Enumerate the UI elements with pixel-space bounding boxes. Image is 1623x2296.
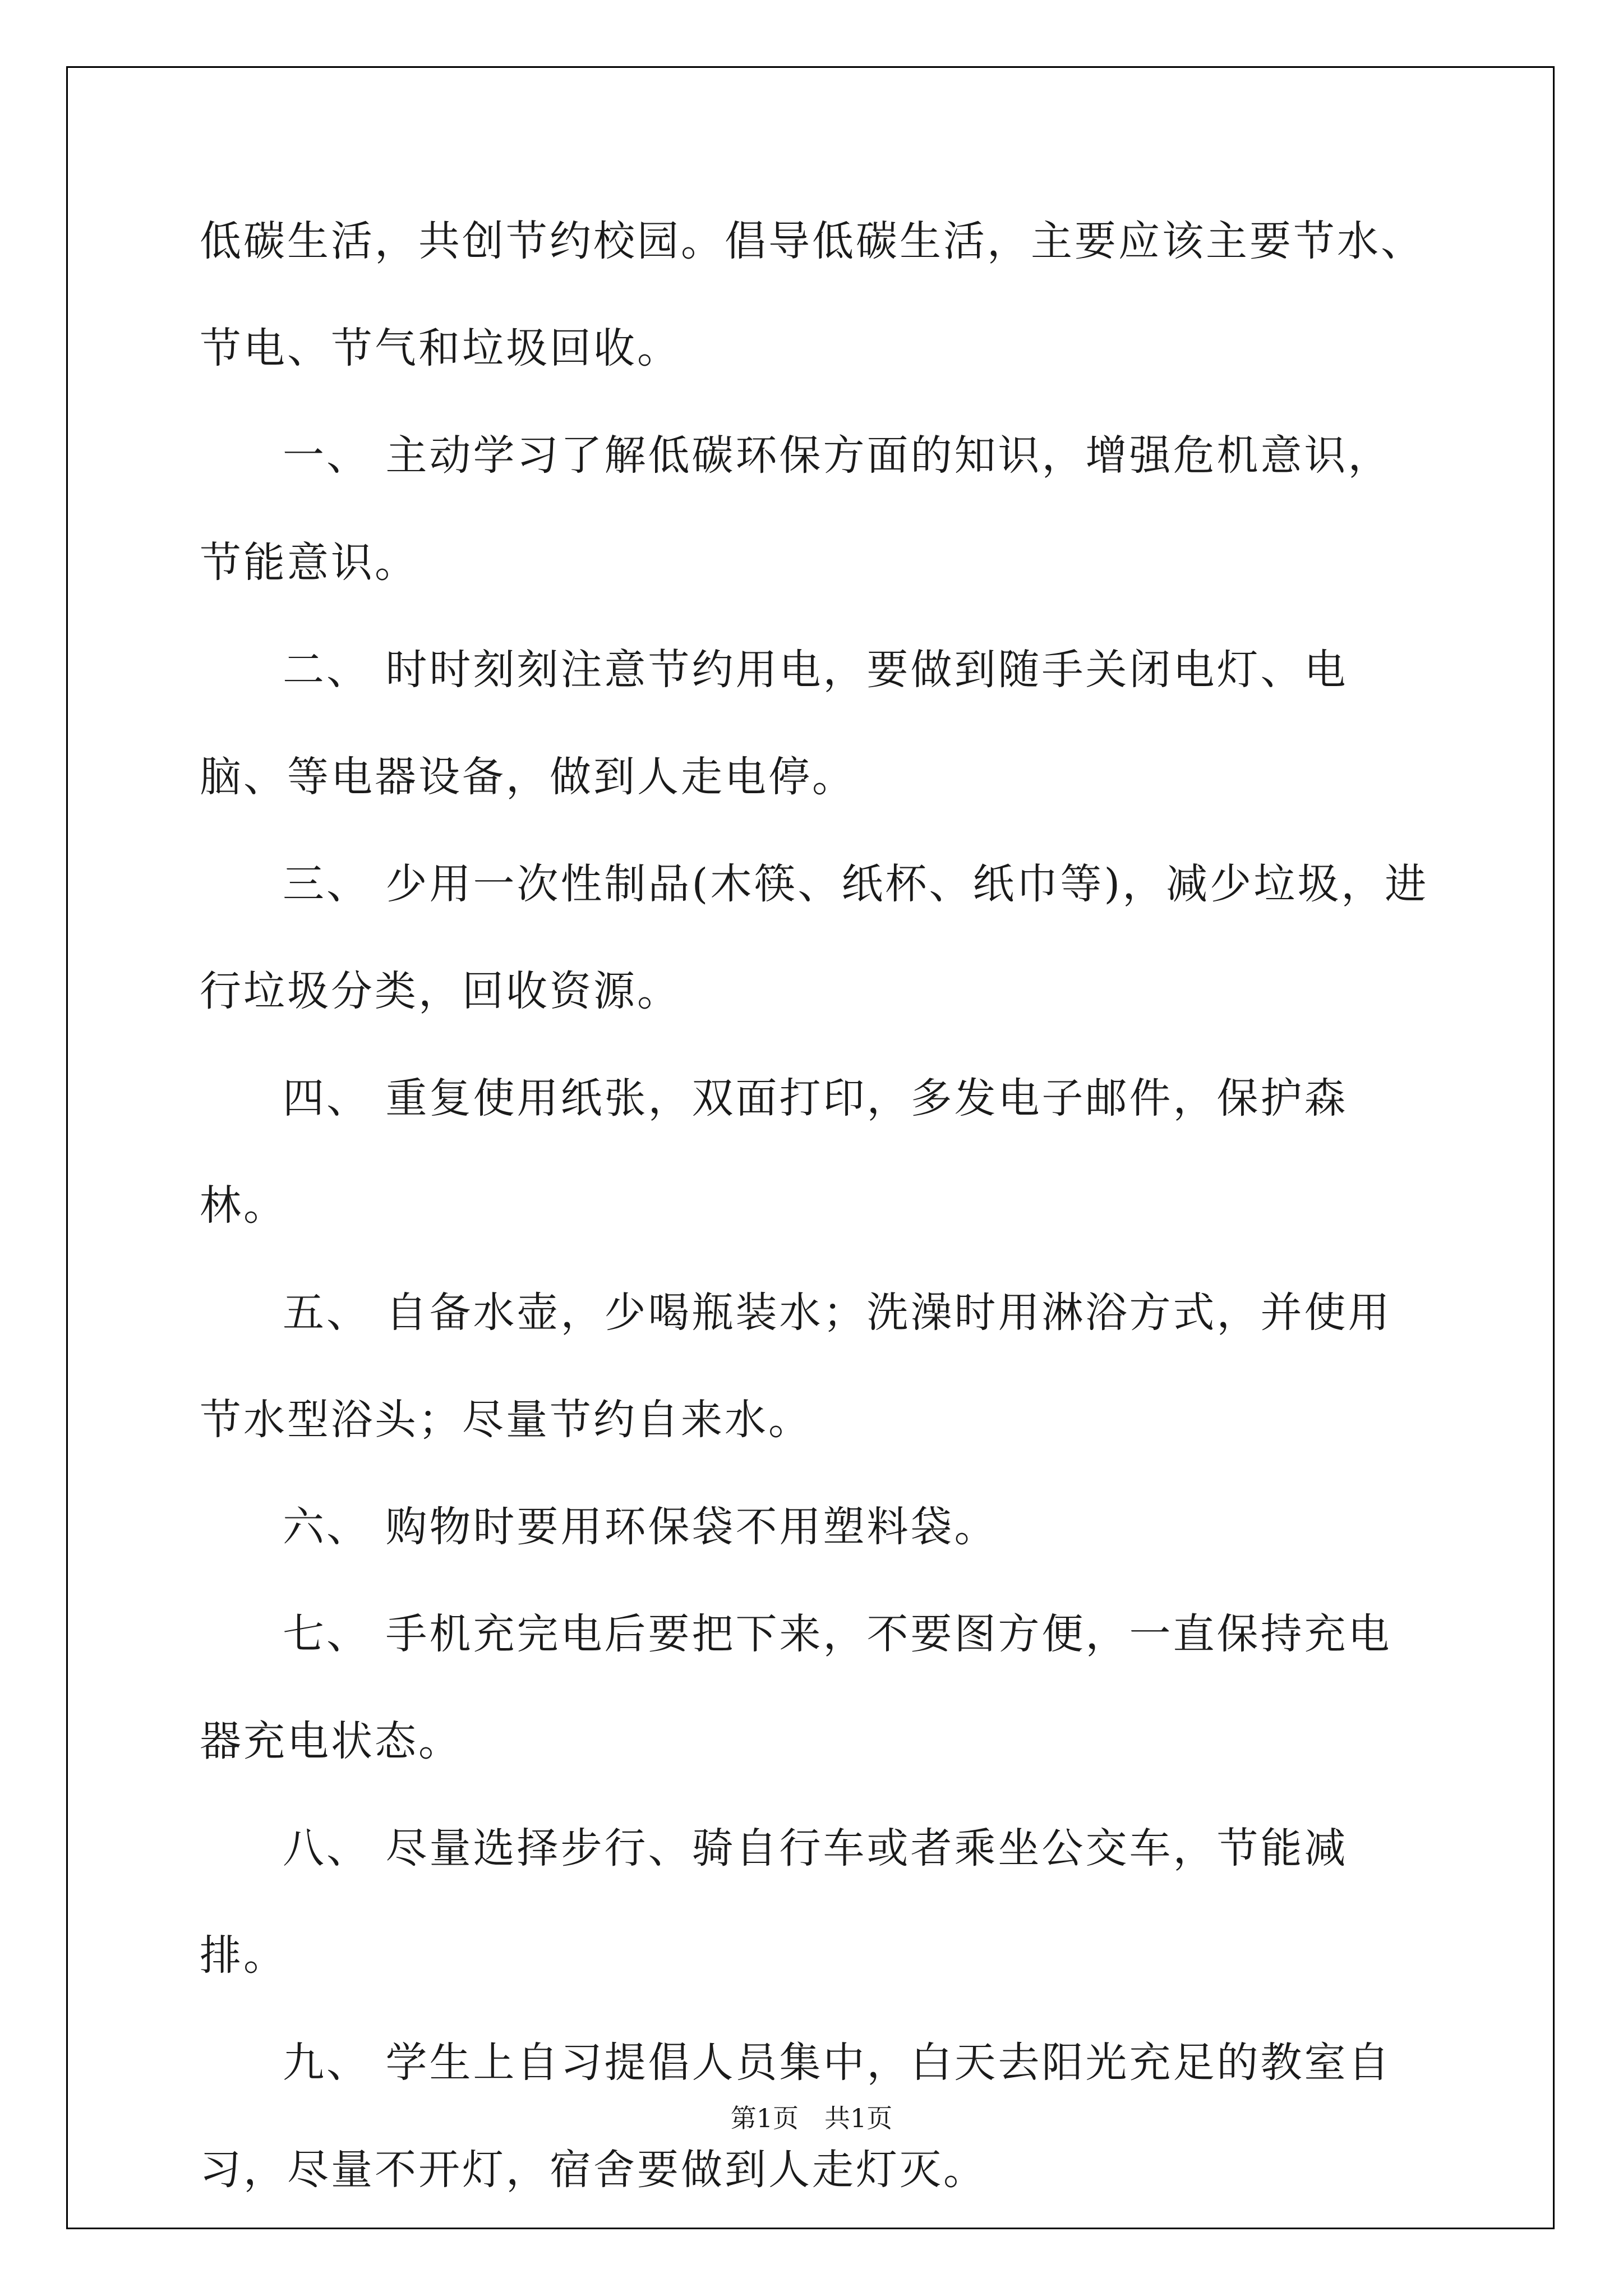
page-footer: 第1页 共1页	[730, 2103, 893, 2133]
list-item-3: 三、 少用一次性制品(木筷、纸杯、纸巾等)，减少垃圾，进行垃圾分类，回收资源。	[200, 860, 1429, 1015]
list-item-5: 五、 自备水壶，少喝瓶装水；洗澡时用淋浴方式，并使用节水型浴头；尽量节约自来水。	[200, 1289, 1392, 1444]
intro-paragraph: 低碳生活，共创节约校园。倡导低碳生活，主要应该主要节水、节电、节气和垃圾回收。	[200, 217, 1424, 372]
list-item-6: 六、 购物时要用环保袋不用塑料袋。	[283, 1503, 998, 1551]
list-item-1: 一、 主动学习了解低碳环保方面的知识，增强危机意识，节能意识。	[200, 431, 1392, 587]
document-body	[200, 188, 1433, 2224]
list-item-7: 七、 手机充完电后要把下来，不要图方便，一直保持充电器充电状态。	[200, 1610, 1392, 1765]
list-item-2: 二、 时时刻刻注意节约用电，要做到随手关闭电灯、电脑、等电器设备，做到人走电停。	[200, 646, 1348, 801]
list-item-8: 八、 尽量选择步行、骑自行车或者乘坐公交车，节能减排。	[200, 1824, 1348, 1980]
list-item-4: 四、 重复使用纸张，双面打印，多发电子邮件，保护森林。	[200, 1074, 1348, 1230]
list-item-9: 九、 学生上自习提倡人员集中，白天去阳光充足的教室自习，尽量不开灯，宿舍要做到人走灯灭。	[200, 2039, 1392, 2194]
